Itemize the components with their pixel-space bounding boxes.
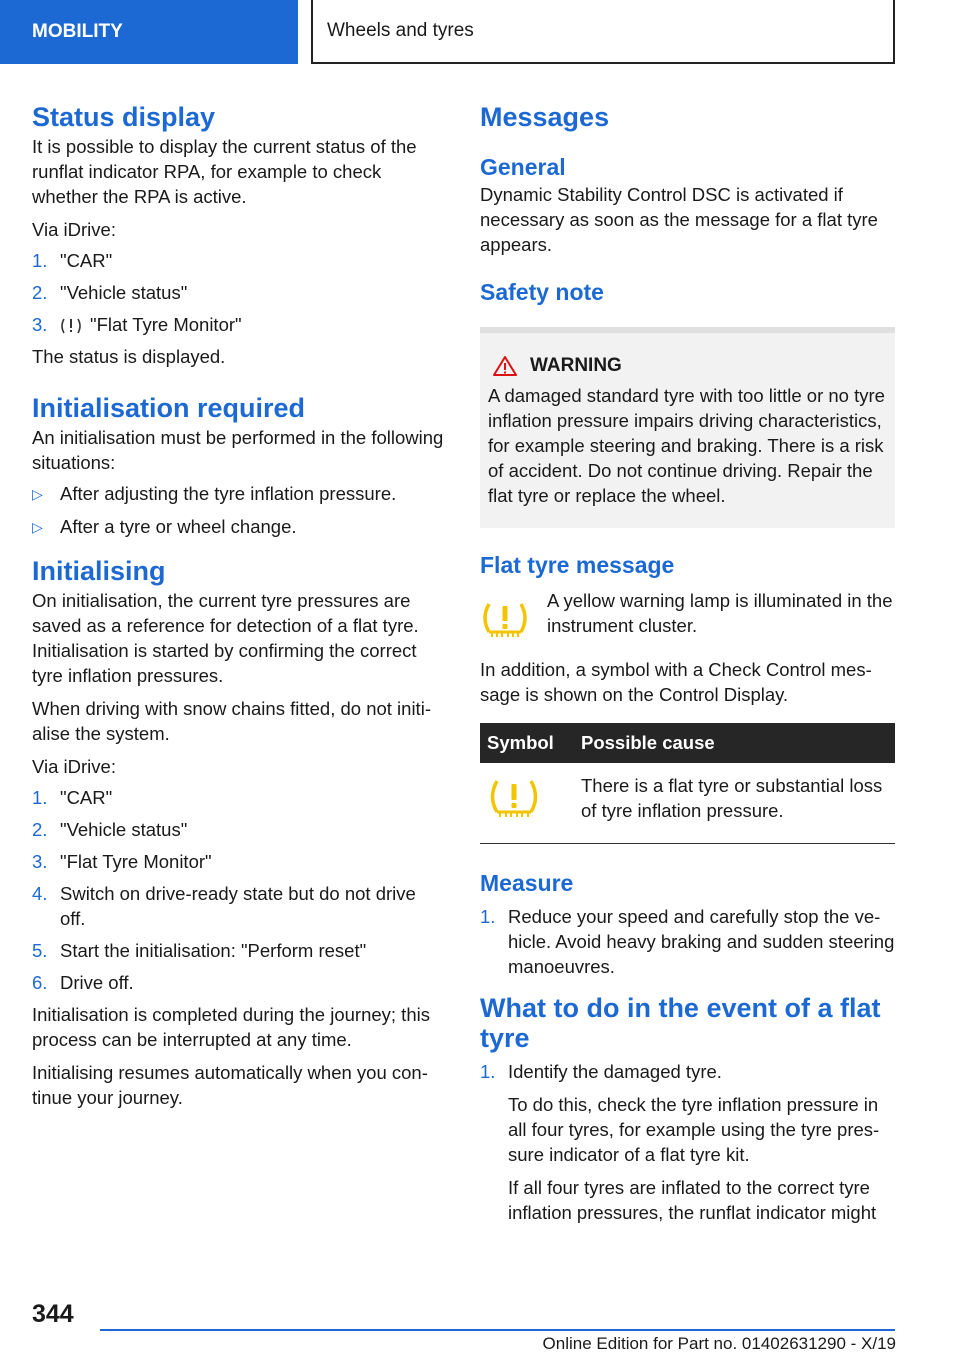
symbol-table <box>480 723 895 844</box>
warning-triangle-icon <box>492 355 518 377</box>
list-item: 5. Start the initialisation: "Perform reset" <box>32 940 367 961</box>
init-required-bullets <box>32 481 444 540</box>
page-number: 344 <box>32 1300 74 1328</box>
left-column <box>32 100 444 1110</box>
via-idrive: Via iDrive: <box>32 756 116 777</box>
footer-divider <box>100 1329 895 1331</box>
what-to-do-steps <box>480 1059 895 1225</box>
initialising-p1: On initialisation, the current tyre pressures are saved as a reference for detection of a flat tyre. Initialisation is started by confirming the correct tyre inflation pressures. <box>32 590 419 686</box>
col-symbol: Symbol <box>480 723 574 763</box>
edition-note: Online Edition for Part no. 01402631290 - X/19 <box>542 1334 896 1353</box>
list-item: 4. Switch on drive-ready state but do not drive off. <box>32 883 416 929</box>
right-column <box>480 100 895 1232</box>
list-item: 3. "Flat Tyre Monitor" <box>32 314 242 335</box>
messages-heading: Messages <box>480 102 610 132</box>
header-title <box>311 0 895 64</box>
init-required-heading: Initialisation required <box>32 393 306 423</box>
list-item: 1. "CAR" <box>32 787 113 808</box>
initialising-steps <box>32 785 444 995</box>
init-required-intro: An initialisation must be performed in the following situations: <box>32 427 444 473</box>
warning-text: A damaged standard tyre with too little or no tyre inflation pressure impairs driving characteristics, for example steering and braking. There is a risk of accident. Do not continue driving. Repair the flat tyre or replace the wheel. <box>488 385 885 506</box>
flat-tyre-heading: Flat tyre message <box>480 552 675 578</box>
initialising-p4: Initialising resumes automatically when you continue your journey. <box>32 1062 428 1108</box>
what-to-do-sub1: To do this, check the tyre inflation pressure in all four tyres, for example using the tyre pressure indicator of a flat tyre kit. <box>508 1094 880 1165</box>
what-to-do-heading: What to do in the event of a flat tyre <box>480 993 881 1053</box>
general-text: Dynamic Stability Control DSC is activated if necessary as soon as the message for a flat tyre appears. <box>480 184 878 255</box>
initialising-p3: Initialisation is completed during the journey; this process can be interrupted at any time. <box>32 1004 430 1050</box>
bullet-triangle-icon: ▷ <box>32 486 43 502</box>
what-to-do-sub2: If all four tyres are inflated to the correct tyre inflation pressures, the runflat indicator might <box>508 1177 877 1223</box>
col-cause: Possible cause <box>574 723 895 763</box>
list-item: ▷ After a tyre or wheel change. <box>32 514 444 540</box>
tpms-warning-icon <box>60 316 82 336</box>
status-display-intro: It is possible to display the current status of the runflat indicator RPA, for example to check whether the RPA is active. <box>32 136 417 207</box>
tpms-warning-icon <box>480 600 530 640</box>
general-heading: General <box>480 154 566 180</box>
chapter-title: Wheels and tyres <box>327 20 474 41</box>
list-item: 6. Drive off. <box>32 972 134 993</box>
cause-cell: There is a flat tyre or substantial loss of tyre inflation pressure. <box>574 763 895 844</box>
lamp-text: A yellow warning lamp is illuminated in the instrument cluster. <box>547 590 893 636</box>
list-item: 2. "Vehicle status" <box>32 282 188 303</box>
warning-title: WARNING <box>488 355 887 377</box>
addition-text: In addition, a symbol with a Check Control message is shown on the Control Display. <box>480 659 872 705</box>
measure-heading: Measure <box>480 870 574 896</box>
via-idrive: Via iDrive: <box>32 219 116 240</box>
status-result: The status is displayed. <box>32 346 226 367</box>
table-row <box>480 763 895 844</box>
tpms-warning-icon <box>487 777 541 821</box>
header-section <box>0 0 298 64</box>
initialising-p2: When driving with snow chains fitted, do not initialise the system. <box>32 698 431 744</box>
section-label: MOBILITY <box>32 21 123 42</box>
safety-note-heading: Safety note <box>480 279 604 305</box>
list-item: 2. "Vehicle status" <box>32 819 188 840</box>
warning-box <box>480 327 895 528</box>
bullet-triangle-icon: ▷ <box>32 519 43 535</box>
list-item: 1. Reduce your speed and carefully stop the vehicle. Avoid heavy braking and sudden steering manoeuvres. <box>480 906 895 977</box>
lamp-row <box>480 588 895 645</box>
list-item: 1. Identify the damaged tyre. To do this, check the tyre inflation pressure in all four tyres, for example using the tyre pressure indicator of a flat tyre kit. If all four tyres are inflated to the correct tyre inflation pressures, the runflat indicator might <box>480 1059 895 1225</box>
measure-steps <box>480 904 895 979</box>
list-item: 1. "CAR" <box>32 250 113 271</box>
status-steps <box>32 248 444 337</box>
list-item: 3. "Flat Tyre Monitor" <box>32 851 212 872</box>
status-display-heading: Status display <box>32 102 216 132</box>
initialising-heading: Initialising <box>32 556 166 586</box>
list-item: ▷ After adjusting the tyre inflation pressure. <box>32 481 444 507</box>
